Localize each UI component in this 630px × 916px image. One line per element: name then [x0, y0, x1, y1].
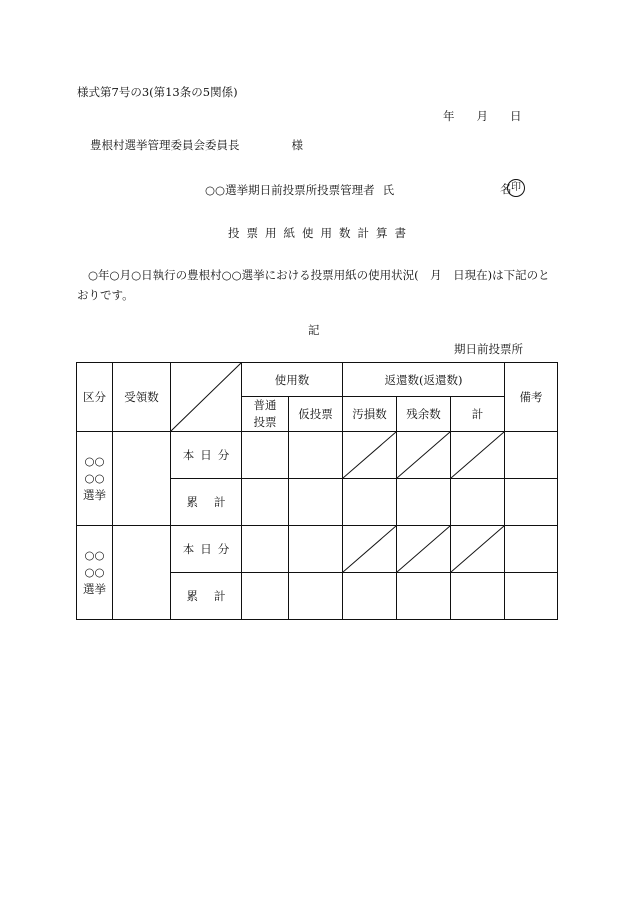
body-text: ○年○月○日執行の豊根村○○選挙における投票用紙の使用状況( 月 日現在)は下記のとおりです。	[77, 268, 550, 302]
cell	[451, 479, 505, 526]
header-biko: 備考	[505, 363, 558, 432]
diagonal-cell	[343, 526, 397, 573]
header-kei: 計	[451, 397, 505, 432]
jyuryo-cell	[113, 432, 171, 526]
cell	[343, 573, 397, 620]
cell	[289, 573, 343, 620]
addressee-honorific: 様	[291, 138, 303, 152]
form-number: 様式第7号の3(第13条の5関係)	[77, 85, 238, 99]
cell	[242, 573, 289, 620]
sender-title: ○○選挙期日前投票所投票管理者	[205, 183, 375, 197]
row-cumulative-label: 累 計	[171, 479, 242, 526]
cell	[343, 479, 397, 526]
sender	[205, 182, 394, 198]
diagonal-cell	[397, 526, 451, 573]
header-jyuryo: 受領数	[113, 363, 171, 432]
usage-table	[76, 362, 558, 620]
cell	[505, 432, 558, 479]
cell	[242, 479, 289, 526]
row-cumulative-label: 累 計	[171, 573, 242, 620]
header-shiyo: 使用数	[242, 363, 343, 397]
header-kubun: 区分	[77, 363, 113, 432]
diagonal-cell	[451, 432, 505, 479]
document-title: 投票用紙使用数計算書	[228, 226, 413, 240]
election-label: ○○ ○○ 選挙	[77, 526, 113, 620]
date-day: 日	[510, 109, 522, 123]
cell	[451, 573, 505, 620]
cell	[505, 479, 558, 526]
header-zanyo: 残余数	[397, 397, 451, 432]
sender-shi: 氏	[382, 183, 395, 197]
cell	[505, 573, 558, 620]
seal-icon: 印	[507, 179, 525, 197]
cell	[397, 479, 451, 526]
addressee	[90, 137, 303, 153]
diagonal-line	[171, 363, 241, 431]
header-kari: 仮投票	[289, 397, 343, 432]
header-henkan: 返還数(返還数)	[343, 363, 505, 397]
diagonal-cell	[451, 526, 505, 573]
date-line	[443, 108, 544, 124]
cell	[289, 432, 343, 479]
cell	[289, 479, 343, 526]
diagonal-cell	[397, 432, 451, 479]
election-label: ○○ ○○ 選挙	[77, 432, 113, 526]
header-futsu	[242, 397, 289, 432]
seal-mark	[500, 181, 521, 197]
cell	[505, 526, 558, 573]
addressee-name: 豊根村選挙管理委員会委員長	[90, 138, 240, 152]
date-year: 年	[443, 109, 455, 123]
ki-heading: 記	[308, 323, 320, 337]
header-futsu-line2: 投票	[253, 415, 277, 429]
cell	[397, 573, 451, 620]
row-today-label: 本日分	[171, 526, 242, 573]
date-month: 月	[476, 109, 488, 123]
header-diagonal-cell	[171, 363, 242, 432]
sender-mei: 名	[500, 182, 512, 196]
location-label: 期日前投票所	[454, 342, 523, 356]
row-today-label: 本日分	[171, 432, 242, 479]
cell	[242, 526, 289, 573]
header-futsu-line1: 普通	[253, 398, 277, 412]
cell	[242, 432, 289, 479]
jyuryo-cell	[113, 526, 171, 620]
cell	[289, 526, 343, 573]
header-oson: 汚損数	[343, 397, 397, 432]
diagonal-cell	[343, 432, 397, 479]
